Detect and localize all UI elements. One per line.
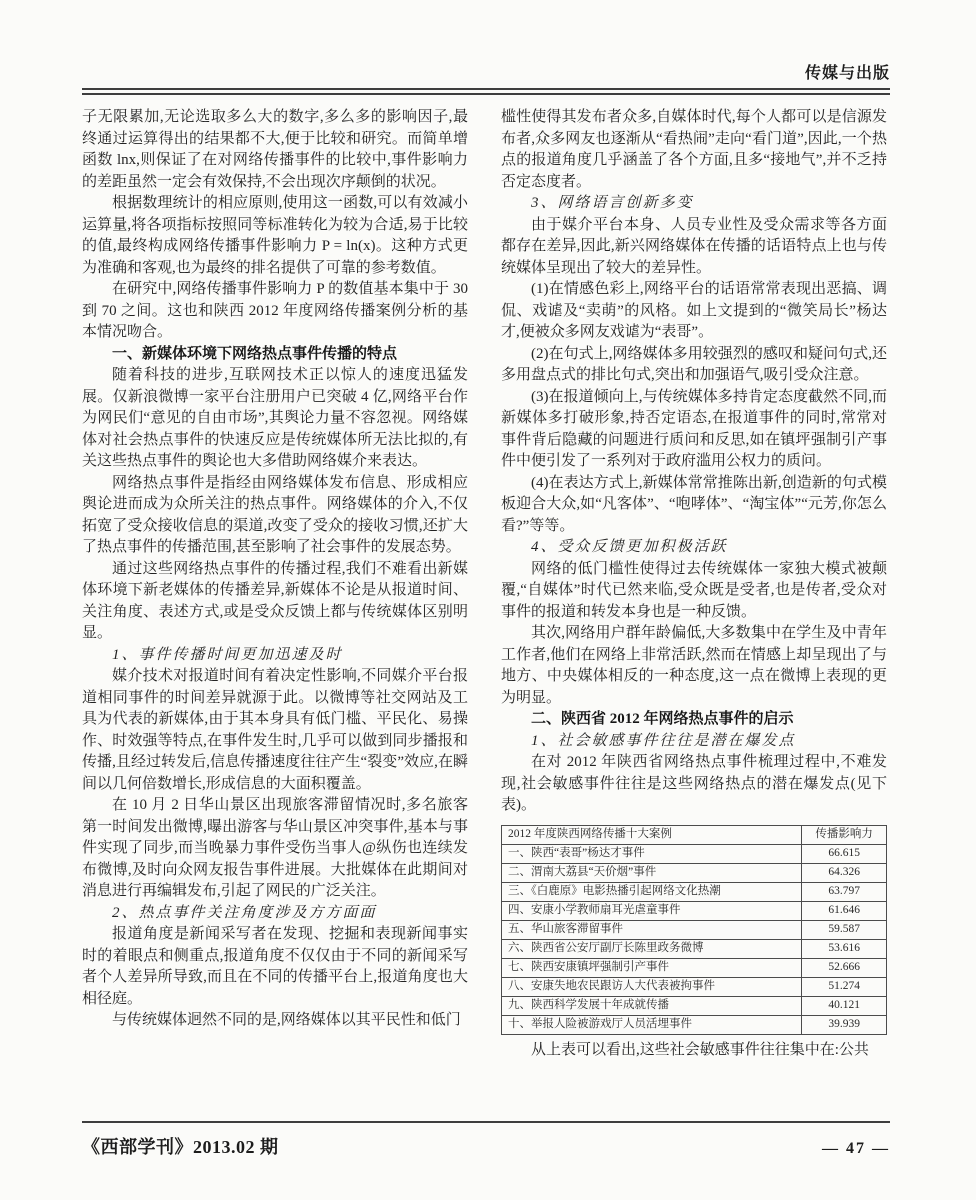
table-row xyxy=(502,939,887,958)
case-name-cell: 九、陕西科学发展十年成就传播 xyxy=(502,996,802,1015)
running-head: 传媒与出版 xyxy=(804,65,890,82)
paragraph: 报道角度是新闻采写者在发现、挖掘和表现新闻事实时的着眼点和侧重点,报道角度不仅仅由于不同的新闻采写者个人差异所导致,而且在不同的传播平台上,报道角度也大相径庭。 xyxy=(82,926,468,1007)
paragraph: 在研究中,网络传播事件影响力 P 的数值基本集中于 30 到 70 之间。这也和陕西 2012 年度网络传播案例分析的基本情况吻合。 xyxy=(82,281,468,340)
page-number: — 47 — xyxy=(822,1140,890,1157)
influence-value-cell: 59.587 xyxy=(802,920,887,939)
table-row xyxy=(502,1015,887,1034)
paragraph: (1)在情感色彩上,网络平台的话语常常表现出恶搞、调侃、戏谑及“卖萌”的风格。如上文提到的“微笑局长”杨达才,便被众多网友戏谑为“表哥”。 xyxy=(501,281,887,340)
case-name-cell: 四、安康小学教师扇耳光虐童事件 xyxy=(502,901,802,920)
paragraph: 媒介技术对报道时间有着决定性影响,不同媒介平台报道相同事件的时间差异就源于此。以微博等社交网站及工具为代表的新媒体,由于其本身具有低门槛、平民化、易操作、时效强等特点,在事件发生时,几乎可以做到同步播报和传播,且经过转发后,信息传播速度往往产生“裂变”效应,在瞬间以几何倍数增长,形成信息的大面积覆盖。 xyxy=(82,668,468,792)
influence-value-cell: 63.797 xyxy=(802,882,887,901)
table-row xyxy=(502,901,887,920)
paragraph: 与传统媒体迥然不同的是,网络媒体以其平民性和低门 xyxy=(112,1012,461,1028)
paragraph: 子无限累加,无论选取多么大的数字,多么多的影响因子,最终通过运算得出的结果都不大,便于比较和研究。而简单增函数 lnx,则保证了在对网络传播事件的比较中,事件影响力的差距虽然一定会有效保持,不会出现次序颠倒的状况。 xyxy=(82,109,468,190)
paragraph: 在 10 月 2 日华山景区出现旅客滞留情况时,多名旅客第一时间发出微博,曝出游客与华山景区冲突事件,基本与事件实现了同步,而当晚暴力事件受伤当事人@纵伤也连续发布微博,及时向众网友报告事件进展。大批媒体在此期间对消息进行再编辑发布,引起了网民的广泛关注。 xyxy=(82,797,468,899)
article-body xyxy=(82,107,890,1119)
page-header xyxy=(82,60,890,95)
sub-heading: 2、热点事件关注角度涉及方方面面 xyxy=(112,904,377,921)
influence-value-cell: 61.646 xyxy=(802,901,887,920)
table-row xyxy=(502,920,887,939)
footer-row xyxy=(82,1133,890,1159)
paragraph: (4)在表达方式上,新媒体常常推陈出新,创造新的句式模板迎合大众,如“凡客体”、“咆哮体”、“淘宝体”“元芳,你怎么看?”等等。 xyxy=(501,474,887,534)
journal-issue: 《西部学刊》2013.02 期 xyxy=(82,1137,279,1157)
footer-rule xyxy=(82,1121,890,1123)
paragraph: 由于媒介平台本身、人员专业性及受众需求等各方面都存在差异,因此,新兴网络媒体在传播的话语特点上也与传统媒体呈现出了较大的差异性。 xyxy=(501,216,887,276)
case-name-cell: 六、陕西省公安厅副厅长陈里政务微博 xyxy=(502,939,802,958)
paragraph: 随着科技的进步,互联网技术正以惊人的速度迅猛发展。仅新浪微博一家平台注册用户已突破 4 亿,网络平台作为网民们“意见的自由市场”,其舆论力量不容忽视。网络媒体对社会热点事件的快速反应是传统媒体所无法比拟的,有关这些热点事件的舆论也大多借助网络媒介来表达。 xyxy=(82,367,468,469)
case-name-cell: 十、举报人险被游戏厅人员活埋事件 xyxy=(502,1015,802,1034)
top-ten-cases-table xyxy=(501,825,887,1035)
case-name-cell: 一、陕西“表哥”杨达才事件 xyxy=(502,844,802,863)
influence-value-cell: 64.326 xyxy=(802,863,887,882)
sub-heading: 4、受众反馈更加积极活跃 xyxy=(531,539,728,555)
influence-value-cell: 40.121 xyxy=(802,996,887,1015)
influence-value-cell: 52.666 xyxy=(802,958,887,977)
influence-value-cell: 39.939 xyxy=(802,1015,887,1034)
table-row xyxy=(502,863,887,882)
paragraph: 根据数理统计的相应原则,使用这一函数,可以有效减小运算量,将各项指标按照同等标准转化为较为合适,易于比较的值,最终构成网络传播事件影响力 P = ln(x)。这种方式更为准确和客观,也为最终的排名提供了可靠的参考数值。 xyxy=(82,195,468,276)
case-name-cell: 七、陕西安康镇坪强制引产事件 xyxy=(502,958,802,977)
table-row xyxy=(502,844,887,863)
case-name-cell: 三、《白鹿原》电影热播引起网络文化热潮 xyxy=(502,882,802,901)
table-row xyxy=(502,958,887,977)
paragraph: (2)在句式上,网络媒体多用较强烈的感叹和疑问句式,还多用盘点式的排比句式,突出和加强语气,吸引受众注意。 xyxy=(501,345,887,383)
section-heading: 二、陕西省 2012 年网络热点事件的启示 xyxy=(531,711,794,727)
cases-column-header: 2012 年度陕西网络传播十大案例 xyxy=(502,825,802,844)
influence-value-cell: 66.615 xyxy=(802,844,887,863)
paragraph: 从上表可以看出,这些社会敏感事件往往集中在:公共 xyxy=(531,1041,869,1058)
paragraph: 网络热点事件是指经由网络媒体发布信息、形成相应舆论进而成为众所关注的热点事件。网络媒体的介入,不仅拓宽了受众接收信息的渠道,改变了受众的接收习惯,还扩大了热点事件的传播范围,甚至影响了社会事件的发展态势。 xyxy=(82,474,468,555)
paragraph: 槛性使得其发布者众多,自媒体时代,每个人都可以是信源发布者,众多网友也逐渐从“看热闹”走向“看门道”,因此,一个热点的报道角度几乎涵盖了各个方面,且多“接地气”,并不乏持否定态度者。 xyxy=(501,109,887,190)
sub-heading: 3、网络语言创新多变 xyxy=(531,195,694,211)
sub-heading: 1、社会敏感事件往往是潜在爆发点 xyxy=(531,732,796,749)
sub-heading: 1、事件传播时间更加迅速及时 xyxy=(112,646,343,663)
section-heading: 一、新媒体环境下网络热点事件传播的特点 xyxy=(112,345,398,362)
case-name-cell: 八、安康失地农民跟访人大代表被拘事件 xyxy=(502,977,802,996)
influence-value-cell: 51.274 xyxy=(802,977,887,996)
table-row xyxy=(502,996,887,1015)
left-column xyxy=(82,107,468,1119)
header-rule xyxy=(82,88,890,95)
influence-column-header: 传播影响力 xyxy=(802,825,887,844)
case-name-cell: 五、华山旅客滞留事件 xyxy=(502,920,802,939)
page-footer xyxy=(82,1121,890,1159)
table-row xyxy=(502,977,887,996)
paragraph: 通过这些网络热点事件的传播过程,我们不难看出新媒体环境下新老媒体的传播差异,新媒体不论是从报道时间、关注角度、表述方式,或是受众反馈上都与传统媒体区别明显。 xyxy=(82,560,468,641)
table-row xyxy=(502,882,887,901)
case-name-cell: 二、渭南大荔县“天价烟”事件 xyxy=(502,863,802,882)
influence-value-cell: 53.616 xyxy=(802,939,887,958)
paragraph: 其次,网络用户群年龄偏低,大多数集中在学生及中青年工作者,他们在网络上非常活跃,然而在情感上却呈现出了与地方、中央媒体相反的一种态度,这一点在微博上表现的更为明显。 xyxy=(501,625,887,706)
paragraph: 在对 2012 年陕西省网络热点事件梳理过程中,不难发现,社会敏感事件往往是这些网络热点的潜在爆发点(见下表)。 xyxy=(501,754,887,813)
table-header-row xyxy=(502,825,887,844)
paragraph: (3)在报道倾向上,与传统媒体多持肯定态度截然不同,而新媒体多打破形象,持否定语态,在报道事件的同时,常常对事件背后隐藏的问题进行质问和反思,如在镇坪强制引产事件中便引发了一系列对于政府滥用公权力的质问。 xyxy=(501,388,887,469)
right-column xyxy=(501,107,887,1119)
paragraph: 网络的低门槛性使得过去传统媒体一家独大模式被颠覆,“自媒体”时代已然来临,受众既是受者,也是传者,受众对事件的报道和转发本身也是一种反馈。 xyxy=(501,560,887,620)
